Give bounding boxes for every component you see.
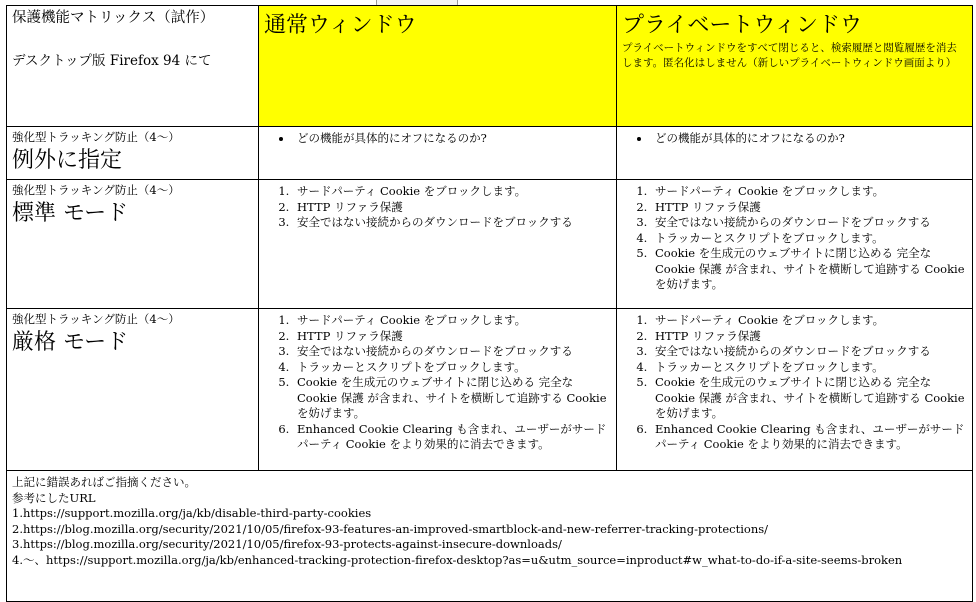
list-item: 2. HTTP リファラ保護	[293, 200, 610, 216]
private-window-header	[617, 6, 973, 127]
footer-row	[7, 471, 973, 602]
normal-window-title: 通常ウィンドウ	[264, 13, 417, 38]
row-label-small: 強化型トラッキング防止（4〜）	[12, 312, 180, 326]
normal-cell	[259, 180, 617, 309]
protection-matrix-table	[6, 5, 973, 602]
list-item: 4. トラッカーとスクリプトをブロックします。	[651, 360, 966, 376]
matrix-title: 保護機能マトリックス（試作）	[12, 10, 215, 26]
numbered-list	[621, 313, 966, 453]
list-item: 5. Cookie を生成元のウェブサイトに閉じ込める 完全な Cookie 保護 が含まれ、サイトを横断して追跡する Cookie を妨げます。	[293, 375, 610, 422]
list-item: 2. HTTP リファラ保護	[651, 329, 966, 345]
list-item: • どの機能が具体的にオフになるのか?	[651, 131, 966, 147]
list-item: 3. 安全ではない接続からのダウンロードをブロックする	[651, 344, 966, 360]
reference-url: 3.https://blog.mozilla.org/security/2021/10/05/firefox-93-protects-against-insecure-downloads/	[12, 537, 562, 551]
list-item: 3. 安全ではない接続からのダウンロードをブロックする	[651, 215, 966, 231]
list-item: 1. サードパーティ Cookie をブロックします。	[651, 313, 966, 329]
numbered-list	[621, 184, 966, 293]
list-item: 3. 安全ではない接続からのダウンロードをブロックする	[293, 344, 610, 360]
list-item: 5. Cookie を生成元のウェブサイトに閉じ込める 完全な Cookie 保護 が含まれ、サイトを横断して追跡する Cookie を妨げます。	[651, 375, 966, 422]
list-item: 1. サードパーティ Cookie をブロックします。	[651, 184, 966, 200]
list-item: 2. HTTP リファラ保護	[293, 329, 610, 345]
row-label-small: 強化型トラッキング防止（4〜）	[12, 130, 180, 144]
list-item: 2. HTTP リファラ保護	[651, 200, 966, 216]
row-label-cell	[7, 180, 259, 309]
row-label-big: 厳格 モード	[12, 330, 129, 355]
reference-url: 4.〜、https://support.mozilla.org/ja/kb/enhanced-tracking-protection-firefox-desktop?as=u&utm_source=inproduct#w_what-to-do-if-a-site-seems-broken	[12, 552, 903, 567]
reference-title: 参考にしたURL	[12, 490, 96, 505]
list-item: • どの機能が具体的にオフになるのか?	[293, 131, 610, 147]
list-item: 4. トラッカーとスクリプトをブロックします。	[293, 360, 610, 376]
header-row	[7, 6, 973, 127]
private-window-note: プライベートウィンドウをすべて閉じると、検索履歴と閲覧履歴を消去します。匿名化はしません（新しいプライベートウィンドウ画面より）	[622, 42, 957, 69]
private-window-title: プライベートウィンドウ	[622, 13, 863, 38]
row-label-big: 標準 モード	[12, 201, 129, 226]
row-label-cell	[7, 127, 259, 180]
private-cell	[617, 127, 973, 180]
reference-url: 2.https://blog.mozilla.org/security/2021/10/05/firefox-93-features-an-improved-smartblock-and-new-referrer-tracking-protections/	[12, 521, 769, 536]
private-cell	[617, 180, 973, 309]
matrix-subtitle: デスクトップ版 Firefox 94 にて	[12, 53, 212, 69]
list-item: 1. サードパーティ Cookie をブロックします。	[293, 313, 610, 329]
footer-cell	[7, 471, 973, 602]
list-item: 6. Enhanced Cookie Clearing も含まれ、ユーザーがサードパーティ Cookie をより効果的に消去できます。	[293, 422, 610, 453]
private-cell	[617, 309, 973, 471]
list-item: 1. サードパーティ Cookie をブロックします。	[293, 184, 610, 200]
list-item: 6. Enhanced Cookie Clearing も含まれ、ユーザーがサードパーティ Cookie をより効果的に消去できます。	[651, 422, 966, 453]
list-item: 4. トラッカーとスクリプトをブロックします。	[651, 231, 966, 247]
list-item: 5. Cookie を生成元のウェブサイトに閉じ込める 完全な Cookie 保護 が含まれ、サイトを横断して追跡する Cookie を妨げます。	[651, 246, 966, 293]
reference-url: 1.https://support.mozilla.org/ja/kb/disable-third-party-cookies	[12, 506, 372, 520]
header-label-cell	[7, 6, 259, 127]
normal-cell	[259, 309, 617, 471]
row-strict	[7, 309, 973, 471]
numbered-list	[263, 184, 610, 231]
normal-cell	[259, 127, 617, 180]
row-label-big: 例外に指定	[12, 148, 123, 173]
normal-window-header	[259, 6, 617, 127]
row-label-cell	[7, 309, 259, 471]
bullet-list	[621, 131, 966, 147]
numbered-list	[263, 313, 610, 453]
bullet-list	[263, 131, 610, 147]
row-standard	[7, 180, 973, 309]
row-label-small: 強化型トラッキング防止（4〜）	[12, 183, 180, 197]
list-item: 3. 安全ではない接続からのダウンロードをブロックする	[293, 215, 610, 231]
footer-note: 上記に錯誤あればご指摘ください。	[12, 475, 196, 489]
row-exception	[7, 127, 973, 180]
